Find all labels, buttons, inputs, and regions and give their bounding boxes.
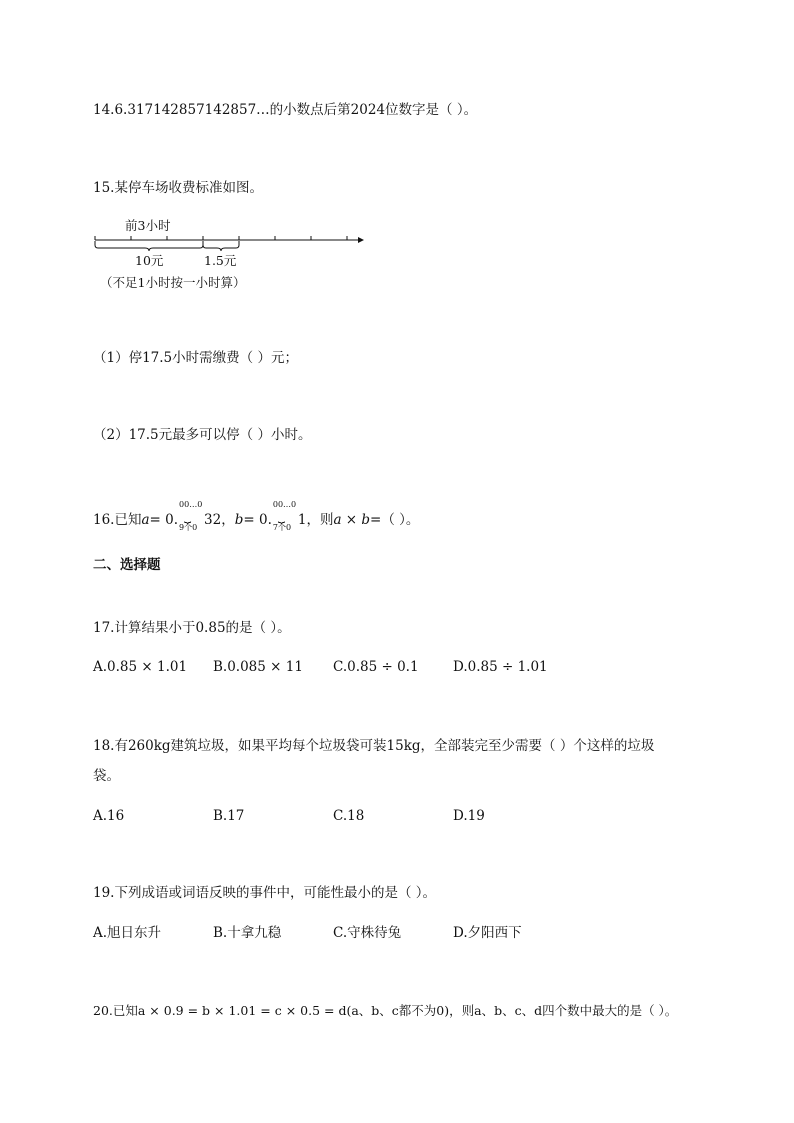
diagram-note: （不足1小时按一小时算） [100,275,246,290]
repeated-zeros-9: 00…0 ⏟ 9个0 [179,500,203,532]
q17-option-b: B.0.085 × 11 [213,659,303,675]
q18-option-d: D.19 [453,808,485,824]
question-14: 14.6.317142857142857…的小数点后第2024位数字是（ ）。 [93,102,478,118]
question-20: 20.已知a × 0.9 = b × 1.01 = c × 0.5 = d(a、b、c都不为0)，则a、b、c、d四个数中最大的是（ ）。 [93,1003,678,1018]
question-15-title: 15.某停车场收费标准如图。 [93,180,263,196]
question-15-sub-2: （2）17.5元最多可以停（ ）小时。 [93,427,312,443]
q19-option-d: D.夕阳西下 [453,925,522,941]
q17-option-a: A.0.85 × 1.01 [93,659,188,675]
question-16: 16.已知a= 0. 00…0 ⏟ 9个0 32，b= 0. 00…0 ⏟ 7个0 1，则a × b=（ ）。 [93,500,420,532]
diagram-price-per-hour: 1.5元 [204,253,237,268]
parking-fee-diagram [88,210,378,300]
q19-option-c: C.守株待兔 [333,925,402,941]
repeated-zeros-7: 00…0 ⏟ 7个0 [272,500,297,532]
question-18-line-2: 袋。 [93,768,120,784]
q19-option-a: A.旭日东升 [93,925,162,941]
section-heading-choice: 二、选择题 [93,557,161,573]
diagram-price-first-3-hours: 10元 [135,253,164,268]
brace-first-3-hours [95,241,203,251]
q17-option-c: C.0.85 ÷ 0.1 [333,659,419,675]
q18-option-b: B.17 [213,808,245,824]
question-17: 17.计算结果小于0.85的是（ ）。 [93,620,291,636]
q19-option-b: B.十拿九稳 [213,925,282,941]
question-19: 19.下列成语或词语反映的事件中，可能性最小的是（ ）。 [93,885,437,901]
question-15-sub-1: （1）停17.5小时需缴费（ ）元； [93,350,298,366]
question-18-line-1: 18.有260kg建筑垃圾，如果平均每个垃圾袋可装15kg，全部装完至少需要（ ）个这样的垃圾 [93,738,655,754]
q17-option-d: D.0.85 ÷ 1.01 [453,659,548,675]
brace-next-hour [203,241,239,251]
diagram-label-first-3-hours: 前3小时 [125,218,171,233]
axis-arrow-icon [358,237,364,243]
q18-option-c: C.18 [333,808,365,824]
q18-option-a: A.16 [93,808,125,824]
